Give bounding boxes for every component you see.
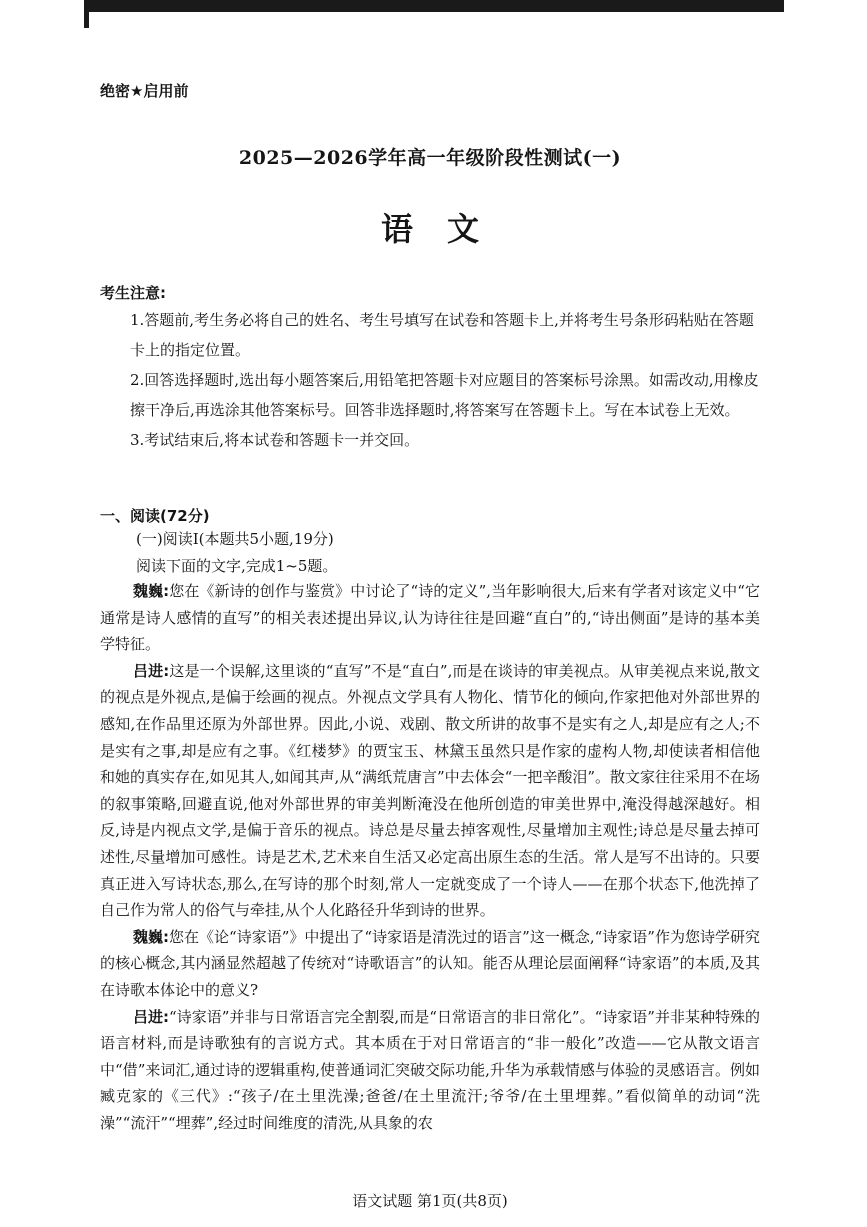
reading-passage (100, 578, 760, 1136)
paragraph-text: 您在《论“诗家语”》中提出了“诗家语是清洗过的语言”这一概念,“诗家语”作为您诗学研究的核心概念,其内涵显然超越了传统对“诗歌语言”的认知。能否从理论层面阐释“诗家语”的本质,及其在诗歌本体论中的意义? (100, 927, 760, 999)
speaker-label: 吕进: (133, 661, 170, 680)
section-heading: 一、阅读(72分) (100, 507, 210, 525)
speaker-label: 魏巍: (133, 582, 170, 600)
paragraph-text: 这是一个误解,这里谈的“直写”不是“直白”,而是在谈诗的审美视点。从审美视点来说,散文的视点是外视点,是偏于绘画的视点。外视点文学具有人物化、情节化的倾向,作家把他对外部世界的感知,在作品里还原为外部世界。因此,小说、戏剧、散文所讲的故事不是实有之人,却是应有之人;不是实有之事,却是应有之事。《红楼梦》的贾宝玉、林黛玉虽然只是作家的虚构人物,却使读者相信他和她的真实存在,如见其人,如闻其声,从“满纸荒唐言”中去体会“一把辛酸泪”。散文家往往采用不在场的叙事策略,回避直说,他对外部世界的审美判断淹没在他所创造的审美世界中,淹没得越深越好。相反,诗是内视点文学,是偏于音乐的视点。诗总是尽量去掉客观性,尽量增加主观性;诗总是尽量去掉可述性,尽量增加可感性。诗是艺术,艺术来自生活又必定高出原生态的生活。常人是写不出诗的。只要真正进入写诗状态,那么,在写诗的那个时刻,常人一定就变成了一个诗人——在那个状态下,他洗掉了自己作为常人的俗气与牵挂,从个人化路径升华到诗的世界。 (100, 661, 761, 920)
reading-instruction: 阅读下面的文字,完成1~5题。 (136, 557, 338, 575)
notice-item: 2.回答选择题时,选出每小题答案后,用铅笔把答题卡对应题目的答案标号涂黑。如需改动,用橡皮擦干净后,再选涂其他答案标号。回答非选择题时,将答案写在答题卡上。写在本试卷上无效。 (130, 371, 759, 419)
paragraph-text: 您在《新诗的创作与鉴赏》中讨论了“诗的定义”,当年影响很大,后来有学者对该定义中“它通常是诗人感情的直写”的相关表述提出异议,认为诗往往是回避“直白”的,“诗出侧面”是诗的基本美学特征。 (100, 582, 761, 654)
page-footer: 语文试题 第1页(共8页) (352, 1192, 508, 1210)
paragraph-text: “诗家语”并非与日常语言完全割裂,而是“日常语言的非日常化”。“诗家语”并非某种特殊的语言材料,而是诗歌独有的言说方式。其本质在于对日常语言的“非一般化”改造——它从散文语言中“借”来词汇,通过诗的逻辑重构,使普通词汇突破交际功能,升华为承载情感与体验的灵感语言。例如臧克家的《三代》:“孩子/在土里洗澡;爸爸/在土里流汗;爷爷/在土里埋葬。”看似简单的动词“洗澡”“流汗”“埋葬”,经过时间维度的清洗,从具象的农 (100, 1007, 760, 1132)
scan-border-left (84, 0, 89, 28)
exam-title: 2025—2026学年高一年级阶段性测试(一) (238, 147, 622, 169)
section-subheading: (一)阅读Ⅰ(本题共5小题,19分) (136, 530, 334, 548)
speaker-label: 魏巍: (133, 927, 170, 946)
interview-paragraph (100, 924, 760, 1004)
notice-list (130, 305, 760, 455)
interview-paragraph (100, 658, 760, 924)
subject-title: 语文 (380, 210, 513, 248)
notice-item: 1.答题前,考生务必将自己的姓名、考生号填写在试卷和答题卡上,并将考生号条形码粘贴在答题卡上的指定位置。 (130, 311, 754, 359)
interview-paragraph (100, 578, 760, 658)
exam-page (100, 0, 760, 1227)
secret-mark: 绝密★启用前 (100, 82, 189, 100)
speaker-label: 吕进: (133, 1007, 170, 1026)
interview-paragraph (100, 1004, 760, 1137)
notice-heading: 考生注意: (100, 284, 166, 302)
notice-item: 3.考试结束后,将本试卷和答题卡一并交回。 (130, 431, 420, 449)
